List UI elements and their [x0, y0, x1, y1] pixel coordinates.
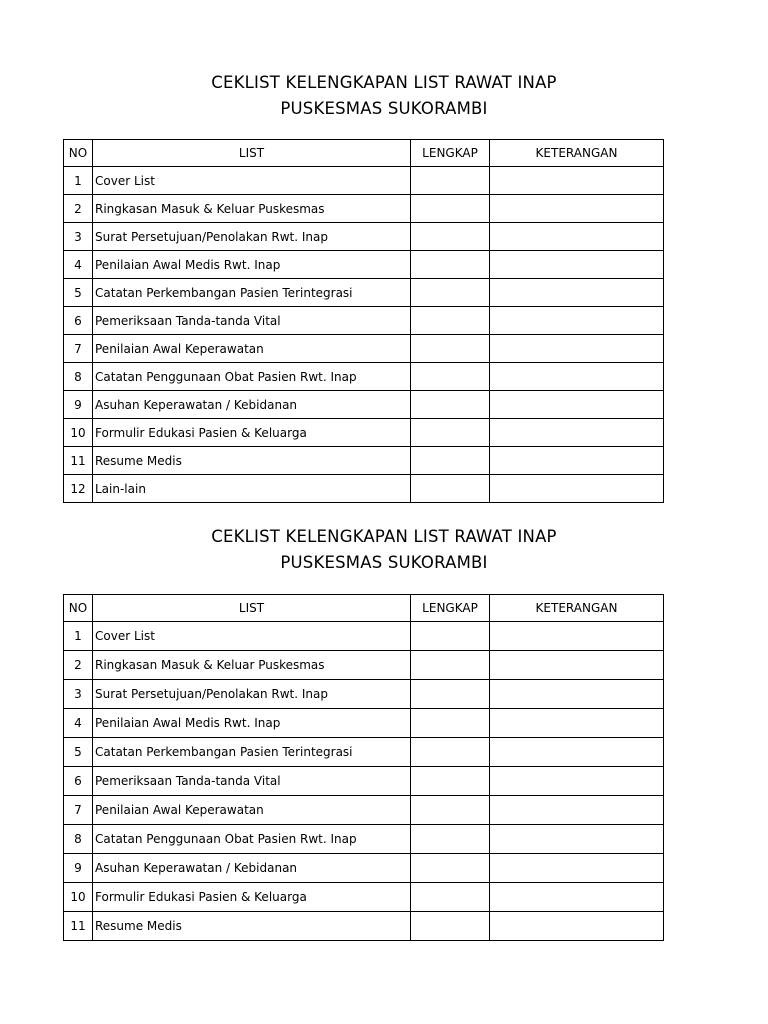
keterangan-cell[interactable] [490, 251, 664, 279]
checklist-row [64, 363, 664, 391]
row-number: 9 [64, 391, 93, 419]
row-number: 8 [64, 825, 93, 854]
row-item-label: Penilaian Awal Medis Rwt. Inap [93, 709, 411, 738]
keterangan-cell[interactable] [490, 279, 664, 307]
row-item-label: Surat Persetujuan/Penolakan Rwt. Inap [93, 680, 411, 709]
row-number: 2 [64, 195, 93, 223]
checklist-row [64, 825, 664, 854]
checklist-row [64, 651, 664, 680]
row-number: 5 [64, 279, 93, 307]
checklist-row [64, 195, 664, 223]
lengkap-cell[interactable] [411, 335, 490, 363]
title-line-1: CEKLIST KELENGKAPAN LIST RAWAT INAP [211, 73, 557, 92]
row-number: 4 [64, 251, 93, 279]
keterangan-cell[interactable] [490, 767, 664, 796]
checklist-row [64, 223, 664, 251]
lengkap-cell[interactable] [411, 447, 490, 475]
row-item-label: Asuhan Keperawatan / Kebidanan [93, 854, 411, 883]
header-row [64, 140, 664, 167]
keterangan-cell[interactable] [490, 796, 664, 825]
row-item-label: Ringkasan Masuk & Keluar Puskesmas [93, 651, 411, 680]
checklist-row [64, 709, 664, 738]
checklist-title-2 [0, 524, 768, 576]
keterangan-cell[interactable] [490, 622, 664, 651]
checklist-row [64, 251, 664, 279]
lengkap-cell[interactable] [411, 738, 490, 767]
row-number: 11 [64, 912, 93, 941]
row-item-label: Resume Medis [93, 912, 411, 941]
checklist-row [64, 883, 664, 912]
keterangan-cell[interactable] [490, 709, 664, 738]
row-item-label: Formulir Edukasi Pasien & Keluarga [93, 419, 411, 447]
keterangan-cell[interactable] [490, 335, 664, 363]
keterangan-cell[interactable] [490, 680, 664, 709]
lengkap-cell[interactable] [411, 391, 490, 419]
checklist-row [64, 307, 664, 335]
checklist-row [64, 796, 664, 825]
col-header-keterangan: KETERANGAN [490, 595, 664, 622]
keterangan-cell[interactable] [490, 223, 664, 251]
checklist-table-1 [63, 139, 664, 503]
keterangan-cell[interactable] [490, 825, 664, 854]
checklist-row [64, 475, 664, 503]
lengkap-cell[interactable] [411, 651, 490, 680]
lengkap-cell[interactable] [411, 419, 490, 447]
keterangan-cell[interactable] [490, 391, 664, 419]
row-number: 10 [64, 883, 93, 912]
row-item-label: Catatan Perkembangan Pasien Terintegrasi [93, 738, 411, 767]
row-number: 2 [64, 651, 93, 680]
row-item-label: Surat Persetujuan/Penolakan Rwt. Inap [93, 223, 411, 251]
keterangan-cell[interactable] [490, 195, 664, 223]
lengkap-cell[interactable] [411, 912, 490, 941]
checklist-body [64, 140, 664, 503]
lengkap-cell[interactable] [411, 167, 490, 195]
keterangan-cell[interactable] [490, 738, 664, 767]
row-item-label: Lain-lain [93, 475, 411, 503]
title-line-1: CEKLIST KELENGKAPAN LIST RAWAT INAP [211, 527, 557, 546]
keterangan-cell[interactable] [490, 419, 664, 447]
lengkap-cell[interactable] [411, 475, 490, 503]
lengkap-cell[interactable] [411, 363, 490, 391]
lengkap-cell[interactable] [411, 195, 490, 223]
row-item-label: Pemeriksaan Tanda-tanda Vital [93, 767, 411, 796]
checklist-row [64, 680, 664, 709]
row-item-label: Catatan Perkembangan Pasien Terintegrasi [93, 279, 411, 307]
row-number: 8 [64, 363, 93, 391]
checklist-row [64, 738, 664, 767]
row-item-label: Pemeriksaan Tanda-tanda Vital [93, 307, 411, 335]
col-header-no: NO [64, 595, 93, 622]
checklist-row [64, 622, 664, 651]
col-header-lengkap: LENGKAP [411, 595, 490, 622]
row-item-label: Formulir Edukasi Pasien & Keluarga [93, 883, 411, 912]
row-number: 1 [64, 622, 93, 651]
row-item-label: Penilaian Awal Keperawatan [93, 796, 411, 825]
row-number: 3 [64, 223, 93, 251]
checklist-row [64, 279, 664, 307]
row-item-label: Penilaian Awal Medis Rwt. Inap [93, 251, 411, 279]
row-item-label: Asuhan Keperawatan / Kebidanan [93, 391, 411, 419]
checklist-row [64, 167, 664, 195]
row-number: 3 [64, 680, 93, 709]
keterangan-cell[interactable] [490, 363, 664, 391]
row-number: 6 [64, 767, 93, 796]
lengkap-cell[interactable] [411, 622, 490, 651]
row-number: 12 [64, 475, 93, 503]
keterangan-cell[interactable] [490, 475, 664, 503]
row-number: 4 [64, 709, 93, 738]
lengkap-cell[interactable] [411, 279, 490, 307]
keterangan-cell[interactable] [490, 854, 664, 883]
col-header-lengkap: LENGKAP [411, 140, 490, 167]
keterangan-cell[interactable] [490, 447, 664, 475]
col-header-list: LIST [93, 595, 411, 622]
row-item-label: Cover List [93, 167, 411, 195]
row-item-label: Penilaian Awal Keperawatan [93, 335, 411, 363]
checklist-row [64, 335, 664, 363]
checklist-row [64, 854, 664, 883]
keterangan-cell[interactable] [490, 912, 664, 941]
row-item-label: Resume Medis [93, 447, 411, 475]
checklist-row [64, 912, 664, 941]
checklist-title-1 [0, 70, 768, 122]
keterangan-cell[interactable] [490, 883, 664, 912]
lengkap-cell[interactable] [411, 825, 490, 854]
row-number: 10 [64, 419, 93, 447]
checklist-table-2 [63, 594, 664, 941]
row-number: 6 [64, 307, 93, 335]
row-number: 7 [64, 335, 93, 363]
checklist-row [64, 447, 664, 475]
row-item-label: Catatan Penggunaan Obat Pasien Rwt. Inap [93, 825, 411, 854]
lengkap-cell[interactable] [411, 796, 490, 825]
lengkap-cell[interactable] [411, 223, 490, 251]
row-number: 1 [64, 167, 93, 195]
lengkap-cell[interactable] [411, 767, 490, 796]
lengkap-cell[interactable] [411, 680, 490, 709]
row-item-label: Ringkasan Masuk & Keluar Puskesmas [93, 195, 411, 223]
checklist-body [64, 595, 664, 941]
row-number: 5 [64, 738, 93, 767]
header-row [64, 595, 664, 622]
lengkap-cell[interactable] [411, 883, 490, 912]
lengkap-cell[interactable] [411, 307, 490, 335]
keterangan-cell[interactable] [490, 167, 664, 195]
col-header-keterangan: KETERANGAN [490, 140, 664, 167]
title-line-2: PUSKESMAS SUKORAMBI [280, 553, 488, 572]
row-number: 7 [64, 796, 93, 825]
checklist-row [64, 767, 664, 796]
row-number: 9 [64, 854, 93, 883]
row-number: 11 [64, 447, 93, 475]
checklist-row [64, 391, 664, 419]
lengkap-cell[interactable] [411, 854, 490, 883]
checklist-row [64, 419, 664, 447]
row-item-label: Cover List [93, 622, 411, 651]
title-line-2: PUSKESMAS SUKORAMBI [280, 99, 488, 118]
col-header-list: LIST [93, 140, 411, 167]
lengkap-cell[interactable] [411, 709, 490, 738]
row-item-label: Catatan Penggunaan Obat Pasien Rwt. Inap [93, 363, 411, 391]
lengkap-cell[interactable] [411, 251, 490, 279]
keterangan-cell[interactable] [490, 651, 664, 680]
col-header-no: NO [64, 140, 93, 167]
keterangan-cell[interactable] [490, 307, 664, 335]
